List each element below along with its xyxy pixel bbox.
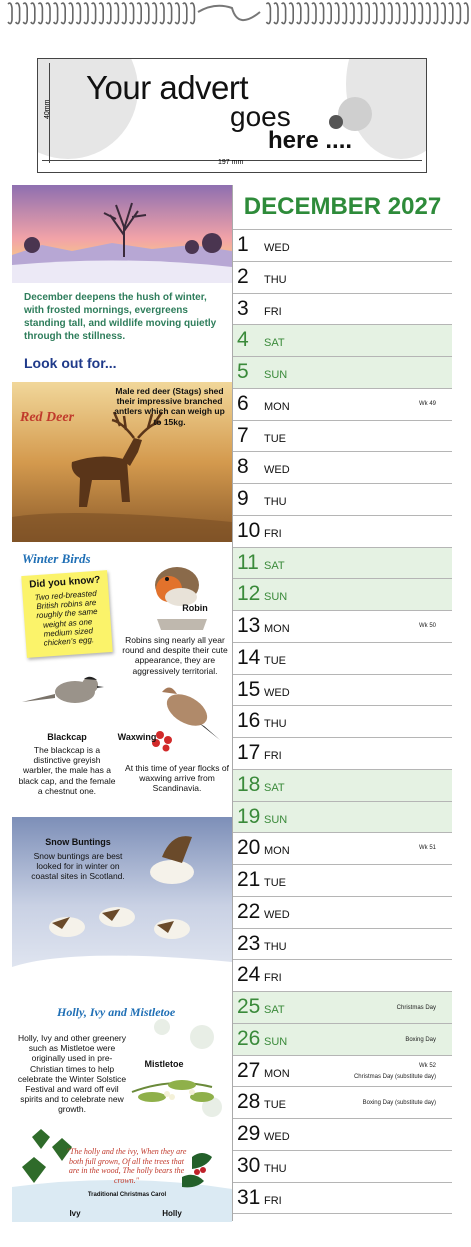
waxwing-text: At this time of year flocks of waxwing arrive from Scandinavia. [125, 763, 229, 794]
winter-landscape-image [12, 185, 232, 283]
advert-height-label: 40mm [44, 99, 51, 119]
blackcap-text: The blackcap is a distinctive greyish warbler, the male has a black cap, and the female a chestnut one. [18, 745, 116, 796]
day-number: 8 [237, 455, 249, 479]
blackcap-image [20, 670, 110, 715]
day-number: 30 [237, 1153, 261, 1177]
day-row [233, 769, 452, 801]
day-row [233, 1055, 452, 1087]
weekday-label: MON [264, 1067, 290, 1080]
did-you-know-text: Two red-breasted British robins are roughly the same weight as one medium sized chicken's egg. [34, 588, 98, 648]
day-number: 25 [237, 995, 261, 1018]
weekday-label: SUN [264, 591, 288, 604]
day-row [233, 801, 452, 833]
spiral-binding [0, 0, 471, 32]
day-number: 17 [237, 741, 261, 764]
day-row [233, 928, 452, 960]
day-number: 21 [237, 868, 261, 891]
nature-column [12, 185, 232, 1222]
week-number: Wk 51 [418, 845, 436, 852]
weekday-label: SUN [264, 1035, 288, 1048]
weekday-label: SAT [264, 559, 285, 572]
snow-buntings-label: Snow Buntings [45, 837, 111, 847]
advert-line-2: goes [230, 101, 291, 132]
day-row [233, 547, 452, 579]
day-number: 28 [237, 1090, 261, 1114]
day-number: 22 [237, 899, 261, 923]
day-number: 14 [237, 645, 261, 669]
holiday-label: Boxing Day (substitute day) [362, 1100, 436, 1107]
holiday-label: Christmas Day [396, 1005, 436, 1011]
day-number: 18 [237, 772, 261, 796]
day-row [233, 705, 452, 737]
day-row [233, 864, 452, 896]
day-row [233, 1023, 452, 1055]
day-row [233, 1086, 452, 1118]
day-row [233, 642, 452, 674]
weekday-label: SUN [264, 813, 288, 826]
day-row [233, 229, 452, 261]
weekday-label: MON [264, 845, 290, 858]
day-number: 16 [237, 709, 261, 733]
day-number: 5 [237, 360, 249, 383]
day-number: 31 [237, 1185, 261, 1209]
robin-label: Robin [182, 603, 208, 613]
holly-ivy-section [12, 997, 232, 1222]
weekday-label: THU [264, 940, 287, 953]
weekday-label: THU [264, 1162, 287, 1175]
day-row [233, 451, 452, 483]
day-number: 15 [237, 677, 261, 701]
red-deer-title: Red Deer [20, 410, 75, 425]
day-row [233, 1150, 452, 1182]
weekday-label: WED [264, 464, 290, 477]
weekday-label: SAT [264, 337, 285, 350]
day-number: 3 [237, 296, 249, 320]
day-row [233, 420, 452, 452]
weekday-label: SAT [264, 781, 285, 794]
day-row [233, 674, 452, 706]
weekday-label: FRI [264, 527, 282, 540]
red-deer-text: Male red deer (Stags) shed their impressive branched antlers which can weigh up to 15kg. [114, 386, 225, 427]
waxwing-image [142, 680, 227, 755]
day-row [233, 959, 452, 991]
robin-text: Robins sing nearly all year round and despite their cute appearance, they are aggressively territorial. [122, 635, 228, 676]
calendar-grid [232, 185, 452, 1221]
weekday-label: MON [264, 400, 290, 413]
day-number: 23 [237, 931, 261, 955]
day-row [233, 324, 452, 356]
weekday-label: THU [264, 496, 287, 508]
day-row [233, 293, 452, 325]
day-row [233, 356, 452, 388]
carol-text: "The holly and the ivy, When they are both full grown, Of all the trees that are in the wood, The holly bears the crown." [66, 1147, 187, 1185]
day-row [233, 832, 452, 864]
day-number: 20 [237, 836, 261, 860]
holly-label: Holly [162, 1209, 182, 1218]
weekday-label: FRI [264, 305, 282, 318]
carol-source: Traditional Christmas Carol [87, 1192, 167, 1198]
day-row [233, 896, 452, 928]
mistletoe-image [132, 1080, 214, 1102]
weekday-label: TUE [264, 1099, 286, 1112]
week-number: Wk 52 [418, 1062, 436, 1069]
day-number: 19 [237, 804, 261, 828]
advert-placeholder [37, 58, 427, 173]
weekday-label: TUE [264, 654, 286, 667]
mistletoe-label: Mistletoe [144, 1059, 184, 1069]
weekday-label: FRI [264, 1194, 282, 1207]
winter-birds-section [12, 545, 232, 815]
day-rows [233, 229, 452, 1213]
weekday-label: SUN [264, 369, 288, 381]
weekday-label: THU [264, 273, 287, 286]
day-number: 26 [237, 1026, 261, 1050]
ivy-label: Ivy [69, 1209, 81, 1218]
did-you-know-title: Did you know? [28, 574, 101, 591]
day-number: 13 [237, 614, 261, 637]
day-number: 1 [237, 233, 249, 256]
day-number: 11 [237, 550, 259, 574]
day-number: 10 [237, 518, 261, 542]
day-row [233, 991, 452, 1023]
day-number: 7 [237, 423, 249, 447]
snow-buntings-text: Snow buntings are best looked for in winter on coastal sites in Scotland. [31, 851, 125, 882]
weekday-label: WED [264, 686, 290, 699]
look-out-heading: Look out for... [24, 355, 117, 371]
advert-line-3: here .... [268, 127, 353, 154]
day-number: 6 [237, 391, 249, 415]
weekday-label: SAT [264, 1004, 285, 1016]
weekday-label: WED [264, 1131, 290, 1143]
day-number: 4 [237, 328, 249, 352]
winter-birds-title: Winter Birds [22, 551, 91, 566]
day-row [233, 737, 452, 769]
day-number: 12 [237, 582, 261, 606]
day-row [233, 515, 452, 547]
weekday-label: MON [264, 623, 290, 635]
weekday-label: TUE [264, 877, 286, 889]
weekday-label: FRI [264, 750, 282, 762]
holly-ivy-text: Holly, Ivy and other greenery such as Mistletoe were originally used in pre-Christian times to help celebrate the Winter Solstice Festival and ward off evil spirits and to celebrate new growth. [17, 1033, 127, 1115]
day-row [233, 1182, 452, 1214]
day-row [233, 1118, 452, 1150]
day-number: 29 [237, 1122, 261, 1145]
holiday-label: Christmas Day (substitute day) [353, 1073, 436, 1080]
week-number: Wk 50 [418, 623, 436, 629]
day-row [233, 483, 452, 515]
holiday-label: Boxing Day [405, 1036, 436, 1043]
intro-text: December deepens the hush of winter, with frosted mornings, evergreens standing tall, and wildlife moving quietly through the stillness. [24, 292, 217, 342]
snow-buntings-section [12, 817, 232, 995]
robin-image [137, 555, 217, 630]
day-row [233, 388, 452, 420]
did-you-know-note [21, 570, 113, 658]
day-row [233, 578, 452, 610]
day-row [233, 610, 452, 642]
advert-line-1: Your advert [86, 69, 249, 106]
day-number: 27 [237, 1058, 261, 1082]
holly-ivy-title: Holly, Ivy and Mistletoe [57, 1005, 176, 1019]
day-number: 24 [237, 963, 261, 987]
red-deer-section [12, 382, 232, 542]
blackcap-label: Blackcap [47, 732, 87, 742]
day-number: 2 [237, 264, 249, 288]
weekday-label: WED [264, 908, 290, 921]
advert-width-label: 197 mm [218, 159, 244, 166]
weekday-label: THU [264, 718, 287, 731]
weekday-label: TUE [264, 432, 286, 445]
day-number: 9 [237, 487, 249, 510]
weekday-label: FRI [264, 972, 282, 985]
weekday-label: WED [264, 242, 290, 254]
month-title: DECEMBER 2027 [243, 193, 442, 220]
week-number: Wk 49 [418, 400, 436, 407]
intro-section [12, 285, 232, 380]
waxwing-label: Waxwing [117, 732, 157, 742]
day-row [233, 261, 452, 293]
